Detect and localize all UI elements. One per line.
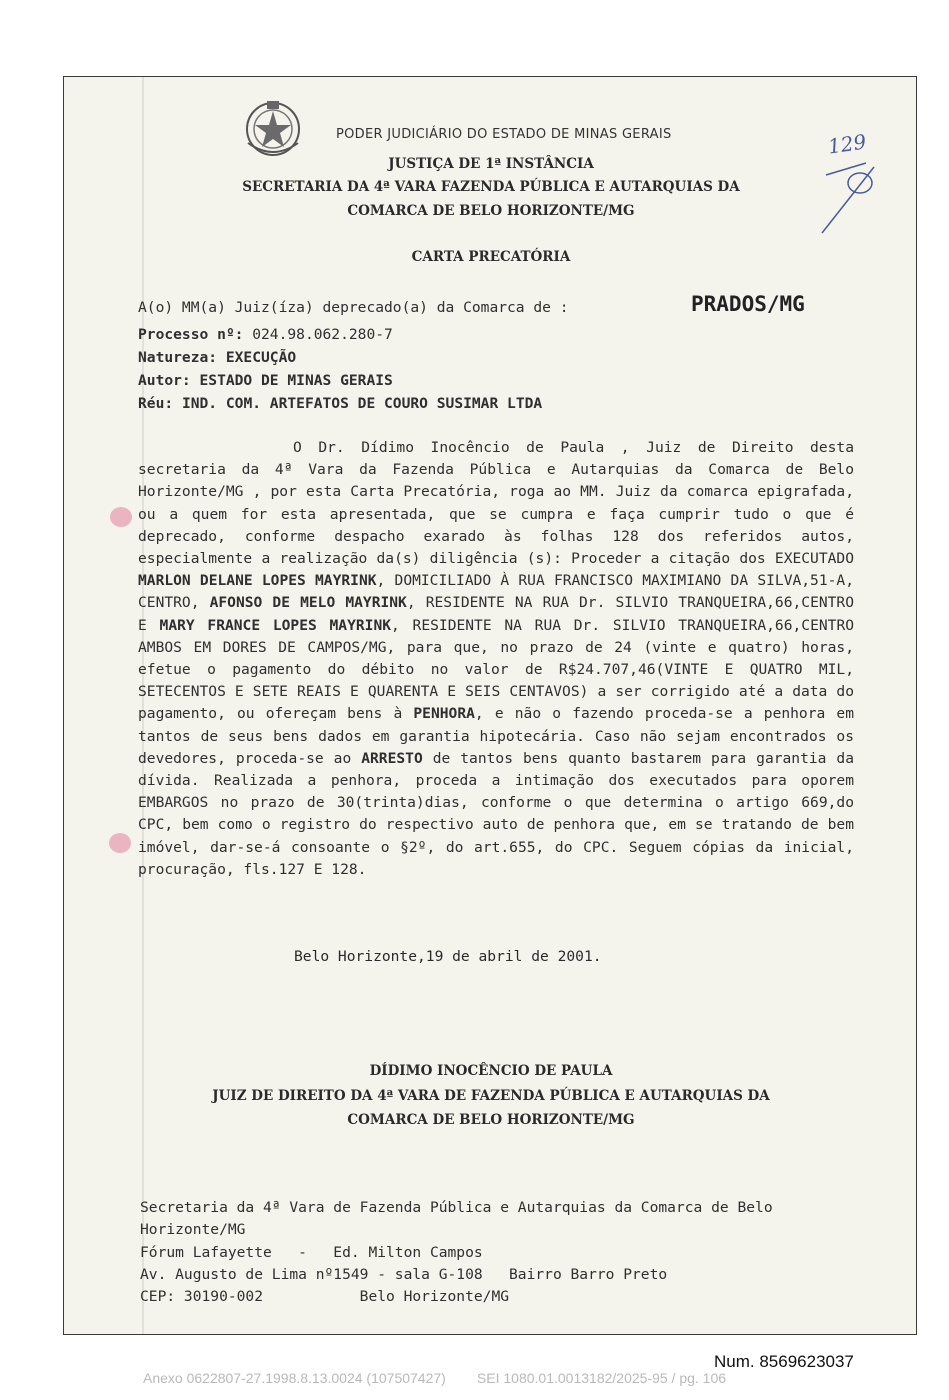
footer-address-3: Fórum Lafayette - Ed. Milton Campos (140, 1244, 483, 1261)
reu-value: IND. COM. ARTEFATOS DE COURO SUSIMAR LTDA (173, 395, 543, 412)
signatory-role: JUIZ DE DIREITO DA 4ª VARA DE FAZENDA PÚBLICA E AUTARQUIAS DA (212, 1088, 770, 1104)
reu-label: Réu: (138, 395, 174, 412)
footer-address-5: CEP: 30190-002 Belo Horizonte/MG (140, 1288, 510, 1305)
handwritten-page-number: 129 (826, 129, 868, 159)
footer-address-4: Av. Augusto de Lima nº1549 - sala G-108 Bairro Barro Preto (140, 1266, 668, 1283)
header-poder-judiciario: PODER JUDICIÁRIO DO ESTADO DE MINAS GERAIS (336, 127, 672, 142)
natureza-label: Natureza: (138, 349, 218, 366)
body-text-4: , RESIDENTE NA RUA Dr. SILVIO TRANQUEIRA,66,CENTRO AMBOS EM DORES DE CAMPOS/MG, para que, no prazo de 24 (vinte e quatro) horas, efetue o pagamento do débito no valor de R$24.707,46(VINTE E QUATRO MIL, SETECENTOS E SETE REAIS E QUARENTA E SEIS CENTAVOS) a ser corrigido até a data do pagamento, ou ofereçam bens à (138, 616, 855, 723)
arresto-term: ARRESTO (361, 749, 423, 767)
autor-line (138, 372, 393, 389)
signatory-name: DÍDIMO INOCÊNCIO DE PAULA (369, 1063, 613, 1079)
document-title: CARTA PRECATÓRIA (411, 249, 571, 265)
header-secretaria: SECRETARIA DA 4ª VARA FAZENDA PÚBLICA E AUTARQUIAS DA (242, 179, 740, 195)
header-comarca: COMARCA DE BELO HORIZONTE/MG (347, 203, 635, 219)
body-text-1: O Dr. Dídimo Inocêncio de Paula , Juiz de Direito desta secretaria da 4ª Vara da Fazenda Pública e Autarquias da Comarca de Belo Horizonte/MG , por esta Carta Precatória, roga ao MM. Juiz da comarca epigrafada, ou a quem for esta apresentada, que se cumpra e faça cumprir tudo o que é deprecado, conforme despacho exarado às folhas 128 dos referidos autos, especialmente a realização da(s) diligência (s): Proceder a citação dos EXECUTADO (138, 439, 854, 568)
executado-name-1: MARLON DELANE LOPES MAYRINK (138, 572, 377, 590)
body-text-5: , e não o fazendo proceda-se a penhora em tantos de seus bens dados em garantia hipotecária. Caso não sejam encontrados os devedores, proceda-se ao (138, 705, 855, 767)
body-text-6: de tantos bens quanto bastarem para garantia da dívida. Realizada a penhora, proceda a intimação dos executados para oporem EMBARGOS no prazo de 30(trinta)dias, conforme o que determina o artigo 669,do CPC, bem como o registro do respectivo auto de penhora que, em se tratando de bem imóvel, dar-se-á consoante o §2º, do art.655, do CPC. Seguem cópias da inicial, procuração, fls.127 E 128. (138, 749, 854, 878)
signatory-comarca: COMARCA DE BELO HORIZONTE/MG (347, 1112, 635, 1128)
body-paragraph (138, 437, 854, 881)
annex-reference: Anexo 0622807-27.1998.8.13.0024 (107507427) SEI 1080.01.0013182/2025-95 / pg. 106 (143, 1370, 727, 1386)
autor-label: Autor: (138, 372, 191, 389)
coat-of-arms-icon (240, 97, 306, 161)
document-page (63, 76, 917, 1335)
document-date: Belo Horizonte,19 de abril de 2001. (294, 948, 602, 965)
executado-name-3: MARY FRANCE LOPES MAYRINK (159, 616, 392, 634)
penhora-term: PENHORA (413, 705, 475, 723)
body-text-2: , DOMICILIADO À RUA FRANCISCO MAXIMIANO DA SILVA,51-A, CENTRO, (138, 572, 854, 612)
pink-stamp-mark (109, 833, 131, 853)
reu-line (138, 395, 542, 412)
processo-line (138, 326, 393, 343)
document-number: Num. 8569623037 (714, 1352, 854, 1371)
footer-address-1: Secretaria da 4ª Vara de Fazenda Pública e Autarquias da Comarca de Belo (140, 1199, 773, 1216)
footer-address-2: Horizonte/MG (140, 1221, 246, 1238)
executado-name-2: AFONSO DE MELO MAYRINK (209, 594, 407, 612)
pink-stamp-mark (110, 507, 132, 527)
natureza-value: EXECUÇÃO (217, 349, 297, 366)
body-text-3: , RESIDENTE NA RUA Dr. SILVIO TRANQUEIRA,66,CENTRO E (138, 594, 855, 634)
recipient-comarca: PRADOS/MG (691, 292, 805, 316)
handwritten-rubric-icon (816, 157, 886, 237)
autor-value: ESTADO DE MINAS GERAIS (190, 372, 393, 389)
recipient-prefix: A(o) MM(a) Juiz(íza) deprecado(a) da Comarca de : (138, 299, 569, 316)
processo-label: Processo nº: (138, 326, 244, 343)
processo-value: 024.98.062.280-7 (243, 326, 393, 343)
natureza-line (138, 349, 296, 366)
header-justica: JUSTIÇA DE 1ª INSTÂNCIA (388, 156, 594, 172)
